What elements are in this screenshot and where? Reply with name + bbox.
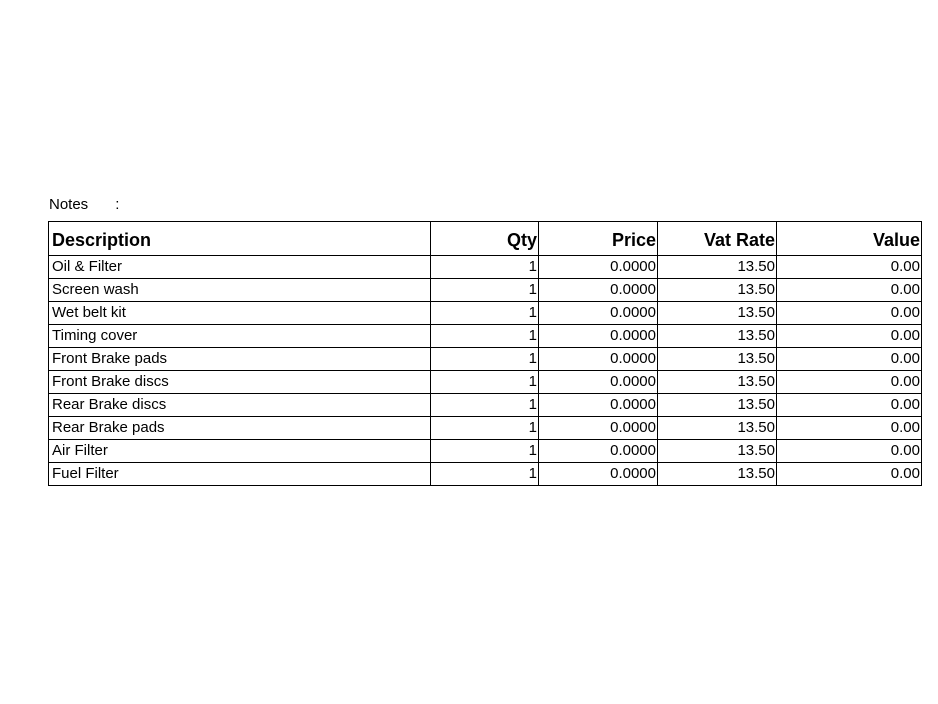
cell-vat-rate: 13.50 <box>658 302 777 325</box>
table-row <box>49 325 922 348</box>
table-row <box>49 440 922 463</box>
cell-qty: 1 <box>431 463 539 486</box>
cell-value: 0.00 <box>777 348 922 371</box>
cell-price: 0.0000 <box>539 394 658 417</box>
cell-qty: 1 <box>431 394 539 417</box>
notes-label: Notes <box>49 196 89 213</box>
header-value: Value <box>777 222 922 256</box>
cell-vat-rate: 13.50 <box>658 371 777 394</box>
cell-vat-rate: 13.50 <box>658 463 777 486</box>
cell-qty: 1 <box>431 440 539 463</box>
cell-vat-rate: 13.50 <box>658 440 777 463</box>
cell-value: 0.00 <box>777 394 922 417</box>
cell-value: 0.00 <box>777 371 922 394</box>
cell-qty: 1 <box>431 325 539 348</box>
table-row <box>49 394 922 417</box>
cell-description: Front Brake pads <box>49 348 431 371</box>
cell-value: 0.00 <box>777 463 922 486</box>
cell-description: Fuel Filter <box>49 463 431 486</box>
header-qty: Qty <box>431 222 539 256</box>
cell-value: 0.00 <box>777 256 922 279</box>
table-row <box>49 256 922 279</box>
cell-price: 0.0000 <box>539 279 658 302</box>
cell-vat-rate: 13.50 <box>658 394 777 417</box>
cell-value: 0.00 <box>777 440 922 463</box>
cell-description: Wet belt kit <box>49 302 431 325</box>
cell-value: 0.00 <box>777 417 922 440</box>
cell-description: Oil & Filter <box>49 256 431 279</box>
cell-vat-rate: 13.50 <box>658 256 777 279</box>
table-row <box>49 279 922 302</box>
cell-description: Front Brake discs <box>49 371 431 394</box>
cell-price: 0.0000 <box>539 348 658 371</box>
table-row <box>49 417 922 440</box>
table-row <box>49 302 922 325</box>
cell-price: 0.0000 <box>539 371 658 394</box>
cell-qty: 1 <box>431 371 539 394</box>
cell-value: 0.00 <box>777 279 922 302</box>
items-table-body <box>49 256 922 486</box>
cell-description: Rear Brake discs <box>49 394 431 417</box>
cell-vat-rate: 13.50 <box>658 348 777 371</box>
notes-colon: : <box>115 196 120 213</box>
cell-qty: 1 <box>431 417 539 440</box>
items-table <box>48 221 922 486</box>
cell-description: Screen wash <box>49 279 431 302</box>
cell-qty: 1 <box>431 348 539 371</box>
cell-description: Rear Brake pads <box>49 417 431 440</box>
header-row <box>49 222 922 256</box>
items-table-header <box>49 222 922 256</box>
notes-line <box>49 196 119 214</box>
cell-price: 0.0000 <box>539 302 658 325</box>
cell-description: Air Filter <box>49 440 431 463</box>
cell-price: 0.0000 <box>539 417 658 440</box>
cell-value: 0.00 <box>777 302 922 325</box>
cell-qty: 1 <box>431 256 539 279</box>
cell-qty: 1 <box>431 279 539 302</box>
cell-vat-rate: 13.50 <box>658 325 777 348</box>
cell-price: 0.0000 <box>539 440 658 463</box>
cell-vat-rate: 13.50 <box>658 417 777 440</box>
cell-vat-rate: 13.50 <box>658 279 777 302</box>
table-row <box>49 371 922 394</box>
table-row <box>49 463 922 486</box>
header-description: Description <box>49 222 431 256</box>
cell-price: 0.0000 <box>539 463 658 486</box>
header-vat-rate: Vat Rate <box>658 222 777 256</box>
cell-qty: 1 <box>431 302 539 325</box>
cell-description: Timing cover <box>49 325 431 348</box>
header-price: Price <box>539 222 658 256</box>
table-row <box>49 348 922 371</box>
cell-price: 0.0000 <box>539 256 658 279</box>
cell-value: 0.00 <box>777 325 922 348</box>
cell-price: 0.0000 <box>539 325 658 348</box>
